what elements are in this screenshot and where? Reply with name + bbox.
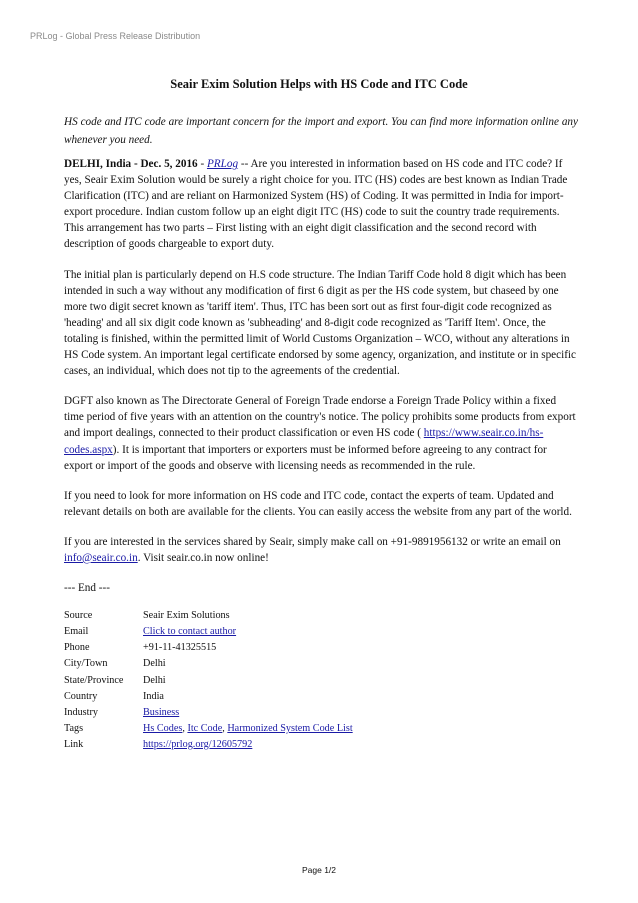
page-number: Page 1/2 <box>301 865 337 875</box>
tag-separator: , <box>182 722 188 734</box>
table-row <box>64 608 353 624</box>
tag-link-itc-code[interactable]: Itc Code <box>187 722 223 734</box>
industry-label: Industry <box>64 706 98 718</box>
email-label: Email <box>64 626 89 638</box>
paragraph-5 <box>64 534 578 566</box>
paragraph-5-text-before: If you are interested in the services shared by Seair, simply make call on +91-9891956132 or write an email on <box>64 535 561 548</box>
release-link[interactable]: https://prlog.org/12605792 <box>143 738 253 750</box>
phone-label: Phone <box>64 642 90 654</box>
source-label: Source <box>64 610 93 622</box>
end-marker: --- End --- <box>64 582 110 595</box>
paragraph-2: The initial plan is particularly depend on H.S code structure. The Indian Tariff Code hold 8 digit which has been intended in such a way without any modification of first 6 digit as per the HS code system, but chaseed by one more two digit secret known as 'tariff item'. Thus, ITC has been sort out as first four-digit code recognized as 'heading' and all six digit code known as 'subheading' and 8-digit code recognized as 'Tariff Item'. Once, the totaling is finished, within the permitted limit of World Customs Organization – WCO, without any alterations in HS Code system. An important legal certificate endorsed by some agency, organization, and institute or in specific cases, an individual, which does not tip to the agreements of the credential. <box>64 268 577 378</box>
source-value: Seair Exim Solutions <box>143 610 230 622</box>
paragraph-3-text-before: DGFT also known as The Directorate General of Foreign Trade endorse a Foreign Trade Policy within a fixed time period of five years with an attention on the country's notice. The policy prohibits some products from export and import dealings, connected to their product classification or even HS code ( <box>64 395 576 440</box>
hs-codes-link[interactable]: https://www.seair.co.in/hs-codes.aspx <box>64 427 544 456</box>
state-value: Delhi <box>143 674 166 686</box>
paragraph-1-text: -- Are you interested in information based on HS code and ITC code? If yes, Seair Exim Solution would be surely a right choice for you. ITC (HS) codes are best known as Indian Trade Clarification (ITC) and are reliant on Harmonized System (HS) of Coding. It was permitted in India for import-export procedure. Indian custom follow up an eight digit ITC (HS) code to suit the country trade requirements. This arrangement has two parts – First listing with an eight digit classification and the second record with description of goods chargeable to export duty. <box>64 158 568 251</box>
table-row <box>64 656 353 672</box>
summary: HS code and ITC code are important concern for the import and export. You can find more information online any whenever you need. <box>64 116 578 146</box>
paragraph-1 <box>64 156 578 253</box>
contact-info-table <box>64 608 353 753</box>
paragraph-5-text-after: . Visit seair.co.in now online! <box>137 551 269 564</box>
table-row <box>64 705 353 721</box>
country-value: India <box>143 690 164 702</box>
tag-separator: , <box>222 722 228 734</box>
prlog-link[interactable]: PRLog <box>206 158 239 170</box>
table-row <box>64 624 353 640</box>
table-row <box>64 640 353 656</box>
tags-label: Tags <box>64 722 84 734</box>
table-row <box>64 721 353 737</box>
tag-link-hs-codes[interactable]: Hs Codes <box>143 722 183 734</box>
city-label: City/Town <box>64 658 108 670</box>
tags-value <box>143 721 353 737</box>
contact-author-link[interactable]: Click to contact author <box>143 626 237 638</box>
table-row <box>64 673 353 689</box>
table-row <box>64 689 353 705</box>
paragraph-4: If you need to look for more information on HS code and ITC code, contact the experts of team. Updated and relevant details on both are available for the clients. You can easily access the website from any part of the world. <box>64 489 572 518</box>
dateline-separator: - <box>197 158 207 170</box>
paragraph-3 <box>64 393 578 473</box>
site-header: PRLog - Global Press Release Distribution <box>30 31 201 41</box>
city-value: Delhi <box>143 658 166 670</box>
phone-value: +91-11-41325515 <box>143 642 217 654</box>
paragraph-3-text-after: ). It is important that importers or exporters must be informed before agreeing to any contract for export or import of the goods and observe with licensing needs as recommended in the rule. <box>64 443 547 472</box>
tag-link-harmonized-system[interactable]: Harmonized System Code List <box>227 722 353 734</box>
email-link[interactable]: info@seair.co.in <box>64 551 138 564</box>
table-row <box>64 737 353 753</box>
press-release-title: Seair Exim Solution Helps with HS Code and ITC Code <box>170 77 468 91</box>
state-label: State/Province <box>64 674 124 686</box>
industry-link[interactable]: Business <box>143 706 180 718</box>
dateline: DELHI, India - Dec. 5, 2016 <box>64 158 198 170</box>
country-label: Country <box>64 690 98 702</box>
article-body <box>64 156 578 753</box>
link-label: Link <box>64 738 84 750</box>
